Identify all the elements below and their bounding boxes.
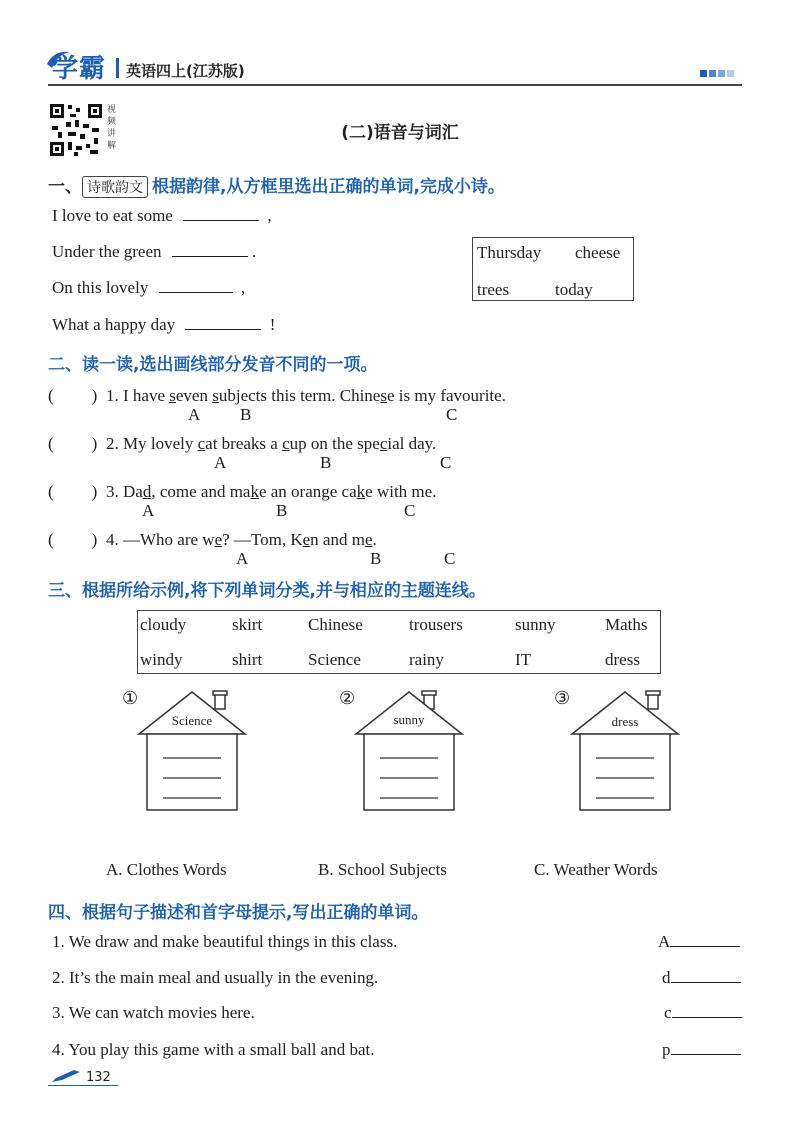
poem-line-4 <box>52 315 275 335</box>
option-label-c: C <box>446 405 458 424</box>
q3-heading: 三、根据所给示例,将下列单词分类,并与相应的主题连线。 <box>48 581 486 601</box>
item-number: 3. <box>106 482 119 501</box>
poem-line-2-punct: . <box>252 242 257 261</box>
box2-word: Science <box>308 650 361 669</box>
q4-heading: 四、根据句子描述和首字母提示,写出正确的单词。 <box>48 903 429 923</box>
poem-line-3-punct: , <box>240 278 246 297</box>
header-square-3 <box>718 70 725 77</box>
box1-word: Thursday <box>477 243 542 262</box>
house-number-3: ③ <box>554 688 571 708</box>
house-number-2: ② <box>339 688 356 708</box>
logo-divider <box>116 58 119 78</box>
box1-word: today <box>555 280 593 299</box>
phonics-item-2: ( ) 2. My lovely cat breaks a cup on the special day. <box>48 434 437 453</box>
option-label-a: A <box>236 549 249 568</box>
answer-4[interactable]: p <box>662 1040 741 1060</box>
item-number: 1. <box>106 386 119 405</box>
answer-2[interactable]: d <box>662 968 741 988</box>
category-c: C. Weather Words <box>534 860 658 879</box>
poem-line-1-punct: , <box>267 206 272 225</box>
header-rule <box>48 84 742 86</box>
clue-1: 1. We draw and make beautiful things in this class. <box>52 932 398 951</box>
poem-line-2-text: Under the green <box>52 242 162 261</box>
q1-number: 一、 <box>48 177 82 197</box>
box1-word: cheese <box>575 243 621 262</box>
option-label-b: B <box>370 549 382 568</box>
option-label-a: A <box>214 453 227 472</box>
option-label-a: A <box>188 405 201 424</box>
answer-paren[interactable]: ( ) <box>48 434 98 453</box>
footer-rule <box>48 1085 118 1086</box>
poem-line-3 <box>52 278 245 298</box>
underlined-a: s <box>169 386 176 405</box>
house-label: Science <box>171 713 213 728</box>
box1-word: trees <box>477 280 510 299</box>
section-title: (二)语音与词汇 <box>341 123 459 143</box>
option-label-c: C <box>444 549 456 568</box>
box2-word: skirt <box>232 615 263 634</box>
phonics-item-1: ( ) 1. I have seven subjects this term. Chinese is my favourite. <box>48 386 506 405</box>
poem-blank-4[interactable] <box>185 329 261 330</box>
house-label: sunny <box>393 712 425 727</box>
underlined-b: s <box>212 386 219 405</box>
house-1 <box>137 690 247 810</box>
box2-word: dress <box>605 650 640 669</box>
house-2 <box>354 690 464 810</box>
poem-line-4-text: What a happy day <box>52 315 176 334</box>
box2-word: Maths <box>605 615 648 634</box>
header-square-1 <box>700 70 707 77</box>
answer-1[interactable]: A <box>658 932 740 952</box>
phonics-item-3: ( ) 3. Dad, come and make an orange cake with me. <box>48 482 437 501</box>
answer-paren[interactable]: ( ) <box>48 482 98 501</box>
underlined-a: d <box>142 482 152 501</box>
answer-paren[interactable]: ( ) <box>48 530 98 549</box>
underlined-c: s <box>380 386 387 405</box>
box2-word: sunny <box>515 615 556 634</box>
box2-word: rainy <box>409 650 444 669</box>
word-box-2 <box>137 610 661 674</box>
page-number: 132 <box>86 1070 111 1085</box>
underlined-b: e <box>302 530 311 549</box>
poem-line-1 <box>52 206 272 226</box>
word-box-1 <box>472 237 634 301</box>
box2-word: Chinese <box>308 615 363 634</box>
underlined-c: c <box>379 434 388 453</box>
house-3 <box>570 690 680 810</box>
answer-paren[interactable]: ( ) <box>48 386 98 405</box>
poem-line-4-punct: ! <box>269 315 276 334</box>
box2-word: cloudy <box>140 615 187 634</box>
item-number: 2. <box>106 434 119 453</box>
option-label-c: C <box>440 453 452 472</box>
poem-blank-1[interactable] <box>183 220 259 221</box>
category-a: A. Clothes Words <box>106 860 227 879</box>
underlined-a: e <box>214 530 223 549</box>
logo: 学霸 <box>52 54 107 84</box>
underlined-c: e <box>364 530 373 549</box>
house-label: dress <box>611 714 639 729</box>
poem-line-2 <box>52 242 256 262</box>
option-label-b: B <box>320 453 332 472</box>
header-square-4 <box>727 70 734 77</box>
clue-3: 3. We can watch movies here. <box>52 1003 255 1022</box>
qr-caption: 视频讲解 <box>107 105 117 151</box>
underlined-c: k <box>356 482 366 501</box>
box2-word: windy <box>140 650 183 669</box>
q2-heading: 二、读一读,选出画线部分发音不同的一项。 <box>48 355 378 375</box>
clue-2: 2. It’s the main meal and usually in the evening. <box>52 968 379 987</box>
book-title: 英语四上(江苏版) <box>126 62 245 80</box>
q1-heading <box>48 172 505 198</box>
clue-4: 4. You play this game with a small ball and bat. <box>52 1040 375 1059</box>
house-number-1: ① <box>122 688 139 708</box>
category-b: B. School Subjects <box>318 860 447 879</box>
answer-3[interactable]: c <box>664 1003 742 1023</box>
underlined-a: c <box>197 434 206 453</box>
item-number: 4. <box>106 530 119 549</box>
option-label-b: B <box>276 501 288 520</box>
header-square-2 <box>709 70 716 77</box>
poem-tag: 诗歌韵文 <box>82 176 148 198</box>
q1-instruction: 根据韵律,从方框里选出正确的单词,完成小诗。 <box>152 177 505 197</box>
box2-word: trousers <box>409 615 463 634</box>
poem-blank-3[interactable] <box>159 292 233 293</box>
underlined-b: c <box>282 434 290 453</box>
option-label-c: C <box>404 501 416 520</box>
underlined-b: k <box>250 482 259 501</box>
box2-word: shirt <box>232 650 263 669</box>
box2-word: IT <box>515 650 532 669</box>
option-label-a: A <box>142 501 155 520</box>
poem-line-1-text: I love to eat some <box>52 206 173 225</box>
poem-line-3-text: On this lovely <box>52 278 149 297</box>
phonics-item-4: ( ) 4. —Who are we? —Tom, Ken and me. <box>48 530 377 549</box>
poem-blank-2[interactable] <box>172 256 248 257</box>
option-label-b: B <box>240 405 252 424</box>
